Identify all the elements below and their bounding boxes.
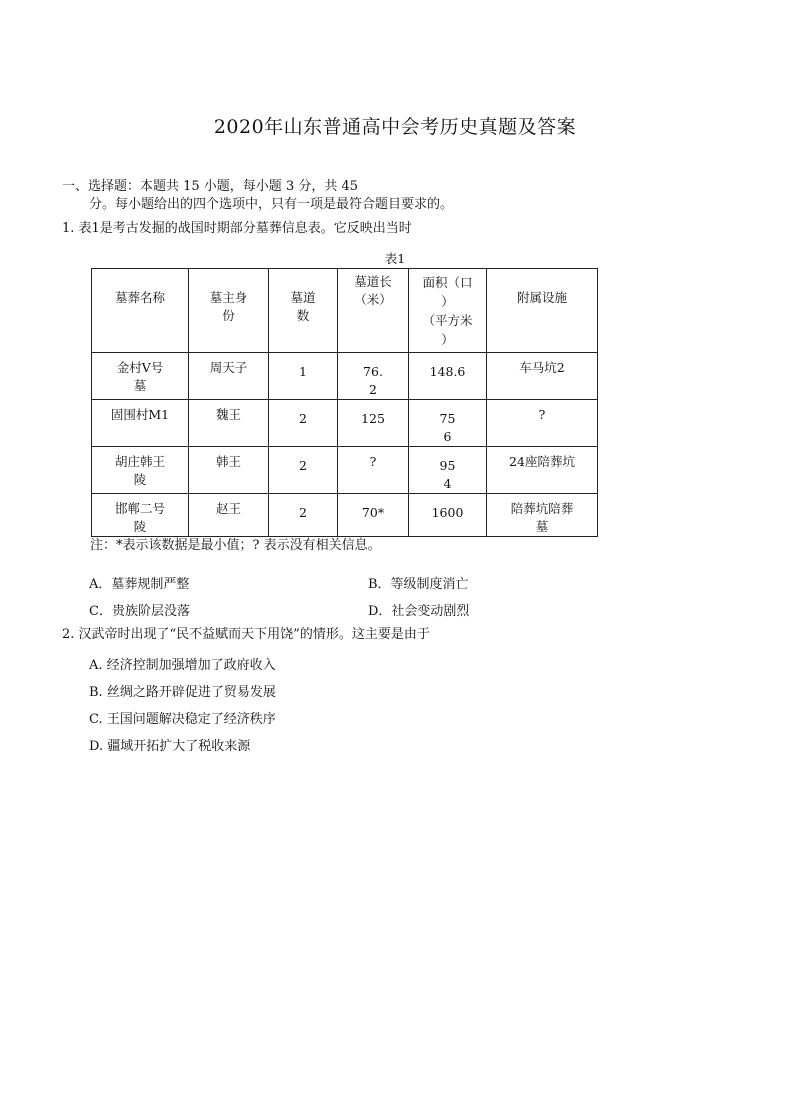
header-cell: 墓主身 份: [189, 269, 269, 353]
header-cell: 墓葬名称: [92, 269, 189, 353]
table-cell: 2: [269, 400, 338, 447]
q1-option-c: C．贵族阶层没落: [89, 604, 190, 619]
table-row: [92, 447, 598, 494]
table-cell: 24座陪葬坑: [487, 447, 598, 494]
table-note: 注：*表示该数据是最小值；? 表示没有相关信息。: [90, 538, 381, 553]
header-cell: 面积（口 ） （平方米 ）: [409, 269, 487, 353]
table-cell: 陪葬坑陪葬 墓: [487, 494, 598, 537]
q2-option-a: A. 经济控制加强增加了政府收入: [89, 658, 276, 673]
table-cell: 95 4: [409, 447, 487, 494]
table-cell: 2: [269, 447, 338, 494]
table-cell: 125: [338, 400, 409, 447]
table-cell: 1: [269, 353, 338, 400]
table-cell: 固围村M1: [92, 400, 189, 447]
q1-option-a: A．墓葬规制严整: [89, 577, 190, 592]
table-cell: 1600: [409, 494, 487, 537]
header-cell: 附属设施: [487, 269, 598, 353]
q1-option-d: D．社会变动剧烈: [368, 604, 470, 619]
table-cell: 车马坑2: [487, 353, 598, 400]
header-cell: 墓道 数: [269, 269, 338, 353]
section-heading: 一、选择题：本题共 15 小题，每小题 3 分，共 45: [62, 179, 359, 194]
table-cell: 胡庄韩王 陵: [92, 447, 189, 494]
table-cell: 75 6: [409, 400, 487, 447]
q1-option-b: B．等级制度消亡: [368, 577, 469, 592]
table-cell: 邯郸二号 陵: [92, 494, 189, 537]
q2-option-c: C. 王国问题解决稳定了经济秩序: [89, 712, 276, 727]
section-instructions: 分。每小题给出的四个选项中，只有一项是最符合题目要求的。: [89, 197, 454, 212]
table-cell: ?: [338, 447, 409, 494]
table-caption: 表1: [384, 251, 406, 266]
page-title: 2020年山东普通高中会考历史真题及答案: [213, 116, 577, 138]
table-cell: 金村V号 墓: [92, 353, 189, 400]
header-cell: 墓道长 （米）: [338, 269, 409, 353]
table-cell: 2: [269, 494, 338, 537]
q2-option-b: B. 丝绸之路开辟促进了贸易发展: [89, 685, 276, 700]
table-cell: 魏王: [189, 400, 269, 447]
table-cell: 76. 2: [338, 353, 409, 400]
table-cell: 70*: [338, 494, 409, 537]
q2-option-d: D. 疆域开拓扩大了税收来源: [89, 739, 251, 754]
question-1-stem: 1. 表1是考古发掘的战国时期部分墓葬信息表。它反映出当时: [62, 221, 412, 236]
table-row: [92, 353, 598, 400]
table-row: [92, 494, 598, 537]
table-cell: 148.6: [409, 353, 487, 400]
tomb-table: [91, 268, 598, 537]
table-cell: 赵王: [189, 494, 269, 537]
table-row: [92, 400, 598, 447]
table-cell: 周天子: [189, 353, 269, 400]
question-2-stem: 2. 汉武帝时出现了“民不益赋而天下用饶”的情形。这主要是由于: [62, 627, 430, 642]
table-cell: ?: [487, 400, 598, 447]
table-cell: 韩王: [189, 447, 269, 494]
table-header-row: [92, 269, 598, 353]
